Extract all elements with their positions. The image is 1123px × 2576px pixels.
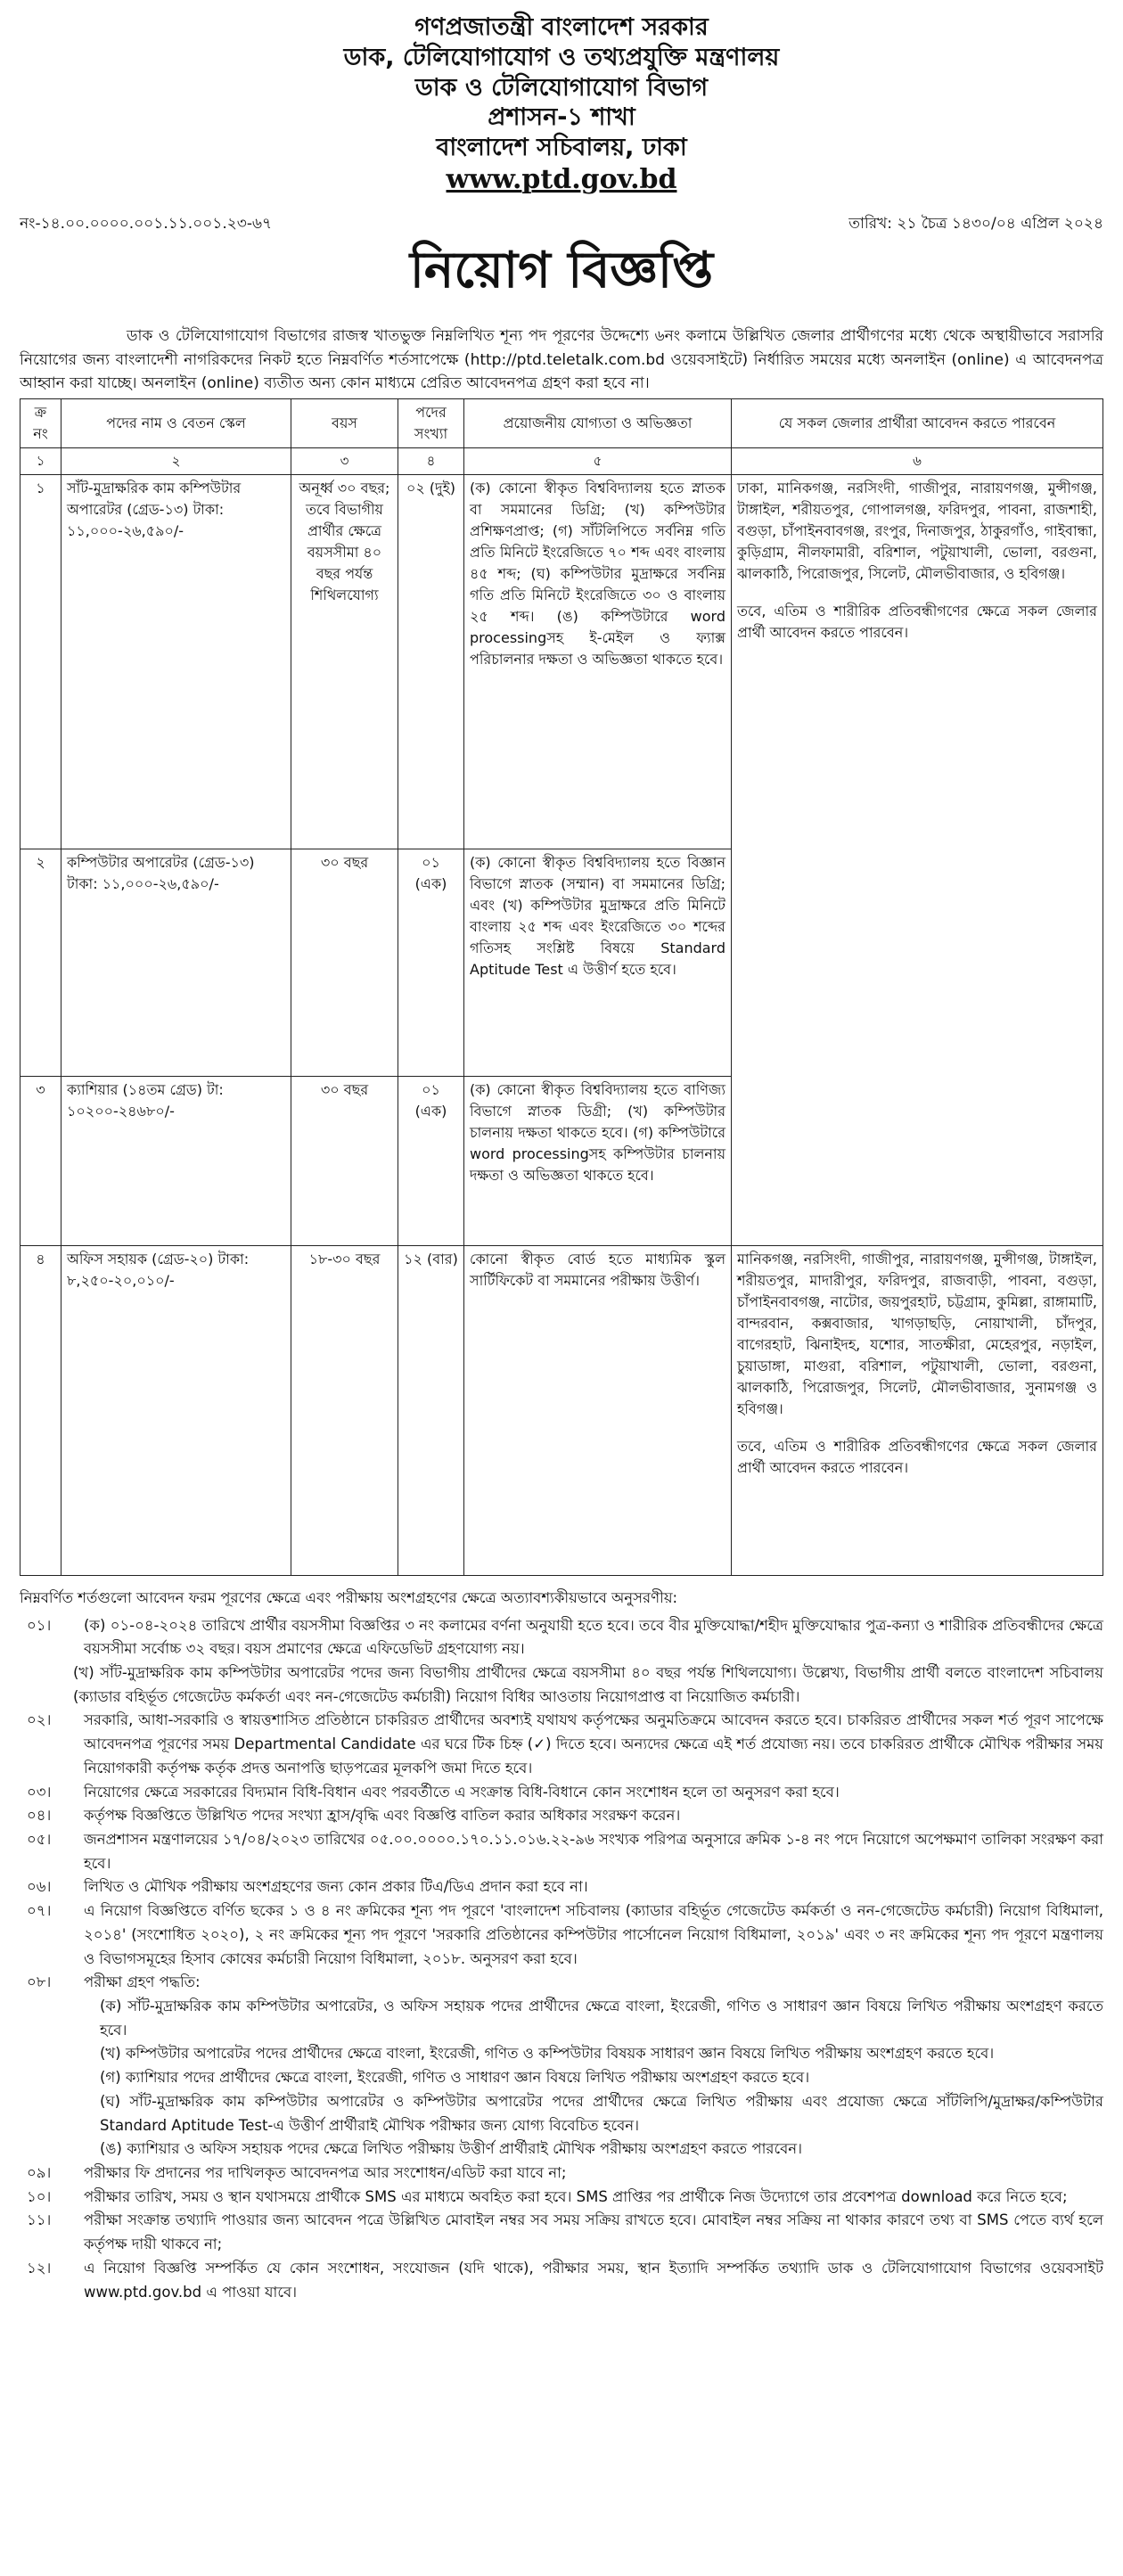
conditions-lead: নিম্নবর্ণিত শর্তগুলো আবেদন ফরম পূরণের ক্ষেত্রে এবং পরীক্ষায় অংশগ্রহণের ক্ষেত্রে অত্যাবশ্যকীয়ভাবে অনুসরণীয়: bbox=[20, 1588, 678, 1606]
office-address: বাংলাদেশ সচিবালয়, ঢাকা bbox=[436, 134, 687, 161]
table-row bbox=[20, 1245, 1103, 1575]
row-qualification: (ক) কোনো স্বীকৃত বিশ্ববিদ্যালয় হতে বিজ্ঞান বিভাগে স্নাতক (সম্মান) বা সমমানের ডিগ্রি; এবং (খ) কম্পিউটার মুদ্রাক্ষরে প্রতি মিনিটে বাংলায় ২৫ শব্দ এবং ইংরেজিতে ৩০ শব্দের গতিসহ সংশ্লিষ্ট বিষয়ে Standard Aptitude Test এ উত্তীর্ণ হতে হবে। bbox=[464, 849, 732, 1076]
row-qualification: (ক) কোনো স্বীকৃত বিশ্ববিদ্যালয় হতে স্নাতক বা সমমানের ডিগ্রি; (খ) কম্পিউটার প্রশিক্ষণপ্রাপ্ত; (গ) সাঁটলিপিতে সর্বনিম্ন গতি প্রতি মিনিটে ইংরেজিতে ৭০ শব্দ এবং বাংলায় ৪৫ শব্দ; (ঘ) কম্পিউটার মুদ্রাক্ষরে সর্বনিম্ন গতি প্রতি মিনিটে ইংরেজিতে ৩০ ও বাংলায় ২৫ শব্দ। (ঙ) কম্পিউটারে word processingসহ ই-মেইল ও ফ্যাক্স পরিচালনার দক্ষতা ও অভিজ্ঞতা থাকতে হবে। bbox=[464, 474, 732, 849]
condition-item bbox=[20, 1899, 1103, 1971]
col-number: ৪ bbox=[398, 448, 464, 475]
col-number: ৩ bbox=[291, 448, 398, 475]
condition-number: ০৩। bbox=[27, 1783, 52, 1801]
row-age: ৩০ বছর bbox=[291, 849, 398, 1076]
row-age: ৩০ বছর bbox=[291, 1076, 398, 1245]
condition-item bbox=[20, 1804, 1103, 1828]
condition-item bbox=[20, 2209, 1103, 2256]
row-post: কম্পিউটার অপারেটর (গ্রেড-১৩) টাকা: ১১,০০০-২৬,৫৯০/- bbox=[61, 849, 291, 1076]
column-number-row bbox=[20, 448, 1103, 475]
col-header-sl: ক্র নং bbox=[20, 399, 61, 448]
col-header-qualification: প্রয়োজনীয় যোগ্যতা ও অভিজ্ঞতা bbox=[464, 399, 732, 448]
col-number: ২ bbox=[61, 448, 291, 475]
condition-number: ০৮। bbox=[27, 1973, 52, 1991]
row-sl: ২ bbox=[20, 849, 61, 1076]
condition-number: ১১। bbox=[27, 2211, 52, 2229]
condition-text: সরকারি, আধা-সরকারি ও স্বায়ত্তশাসিত প্রতিষ্ঠানে চাকরিরত প্রার্থীদের অবশ্যই যথাযথ কর্তৃপক্ষের অনুমতিক্রমে আবেদন করতে হবে। চাকরিরত প্রার্থীদের সকল শর্ত পূরণ সাপেক্ষে আবেদনপত্র পূরণের সময় Departmental Candidate এর ঘরে টিক চিহ্ন (✓) দিতে হবে। অন্যদের ক্ষেত্রে এই শর্ত প্রযোজ্য নয়। তবে চাকরিরত প্রার্থীকে মৌখিক পরীক্ষার সময় নিয়োগকারী কর্তৃপক্ষ কর্তৃক প্রদত্ত অনাপত্তি ছাড়পত্রের মূলকপি জমা দিতে হবে। bbox=[84, 1711, 1103, 1776]
row-count: ১২ (বার) bbox=[398, 1245, 464, 1575]
table-row bbox=[20, 474, 1103, 849]
condition-subitem: (গ) ক্যাশিয়ার পদের প্রার্থীদের ক্ষেত্রে বাংলা, ইংরেজী, গণিত ও সাধারণ জ্ঞান বিষয়ে লিখিত পরীক্ষায় অংশগ্রহণ করতে হবে। bbox=[100, 2069, 810, 2087]
district-note: তবে, এতিম ও শারীরিক প্রতিবন্ধীগণের ক্ষেত্রে সকল জেলার প্রার্থী আবেদন করতে পারবেন। bbox=[737, 1437, 1097, 1476]
condition-number: ০৪। bbox=[27, 1807, 52, 1825]
condition-text: জনপ্রশাসন মন্ত্রণালয়ের ১৭/০৪/২০২৩ তারিখের ০৫.০০.০০০০.১৭০.১১.০১৬.২২-৯৬ সংখ্যক পরিপত্র অনুসারে ক্রমিক ১-৪ নং পদে নিয়োগে অপেক্ষমাণ তালিকা সংরক্ষণ করা হবে। bbox=[84, 1830, 1103, 1872]
condition-text: কর্তৃপক্ষ বিজ্ঞপ্তিতে উল্লিখিত পদের সংখ্যা হ্রাস/বৃদ্ধি এবং বিজ্ঞপ্তি বাতিল করার অধিকার সংরক্ষণ করেন। bbox=[84, 1807, 681, 1825]
row-count: ০১ (এক) bbox=[398, 849, 464, 1076]
row-qualification: (ক) কোনো স্বীকৃত বিশ্ববিদ্যালয় হতে বাণিজ্য বিভাগে স্নাতক ডিগ্রী; (খ) কম্পিউটার চালনায় দক্ষতা থাকতে হবে। (গ) কম্পিউটারে word processingসহ কম্পিউটার চালনায় দক্ষতা ও অভিজ্ঞতা থাকতে হবে। bbox=[464, 1076, 732, 1245]
condition-number: ০১। bbox=[27, 1616, 52, 1634]
condition-text: লিখিত ও মৌখিক পরীক্ষায় অংশগ্রহণের জন্য কোন প্রকার টিএ/ডিএ প্রদান করা হবে না। bbox=[84, 1878, 588, 1896]
website-link[interactable]: www.ptd.gov.bd bbox=[446, 163, 677, 195]
col-header-districts: যে সকল জেলার প্রার্থীরা আবেদন করতে পারবেন bbox=[732, 399, 1103, 448]
condition-item bbox=[20, 1709, 1103, 1780]
districts-cell-a bbox=[732, 474, 1103, 1245]
condition-text: নিয়োগের ক্ষেত্রে সরকারের বিদ্যমান বিধি-বিধান এবং পরবর্তীতে এ সংক্রান্ত বিধি-বিধানে কোন সংশোধন হলে তা অনুসরণ করা হবে। bbox=[84, 1783, 840, 1801]
vacancy-table bbox=[20, 398, 1103, 1576]
memo-number: নং-১৪.০০.০০০০.০০১.১১.০০১.২৩-৬৭ bbox=[20, 215, 273, 234]
col-number: ৬ bbox=[732, 448, 1103, 475]
page-title: নিয়োগ বিজ্ঞপ্তি bbox=[409, 241, 714, 300]
col-number: ৫ bbox=[464, 448, 732, 475]
condition-subitem: (ক) সাঁট-মুদ্রাক্ষরিক কাম কম্পিউটার অপারেটর, ও অফিস সহায়ক পদের প্রার্থীদের ক্ষেত্রে বাংলা, ইংরেজী, গণিত ও সাধারণ জ্ঞান বিষয়ে লিখিত পরীক্ষায় অংশগ্রহণ করতে হবে। bbox=[100, 1998, 1103, 2039]
division-name: ডাক ও টেলিযোগাযোগ বিভাগ bbox=[414, 73, 709, 102]
condition-text: পরীক্ষা গ্রহণ পদ্ধতি: bbox=[84, 1973, 201, 1991]
col-header-age: বয়স bbox=[291, 399, 398, 448]
condition-subitem: (খ) সাঁট-মুদ্রাক্ষরিক কাম কম্পিউটার অপারেটর পদের জন্য বিভাগীয় প্রার্থীদের ক্ষেত্রে বয়সসীমা ৪০ বছর পর্যন্ত শিথিলযোগ্য। উল্লেখ্য, বিভাগীয় প্রার্থী বলতে বাংলাদেশ সচিবালয় (ক্যাডার বহির্ভূত গেজেটেড কর্মকর্তা এবং নন-গেজেটেড কর্মচারী) নিয়োগ বিধির আওতায় নিয়োগপ্রাপ্ত বা নিয়োজিত কর্মচারী। bbox=[73, 1663, 1103, 1705]
condition-text: পরীক্ষার ফি প্রদানের পর দাখিলকৃত আবেদনপত্র আর সংশোধন/এডিট করা যাবে না; bbox=[84, 2164, 567, 2182]
row-post: সাঁট-মুদ্রাক্ষরিক কাম কম্পিউটার অপারেটর (গ্রেড-১৩) টাকা: ১১,০০০-২৬,৫৯০/- bbox=[61, 474, 291, 849]
condition-text: পরীক্ষা সংক্রান্ত তথ্যাদি পাওয়ার জন্য আবেদন পত্রে উল্লিখিত মোবাইল নম্বর সব সময় সক্রিয় রাখতে হবে। মোবাইল নম্বর সক্রিয় না থাকার কারণে তথ্য বা SMS পেতে ব্যর্থ হলে কর্তৃপক্ষ দায়ী থাকবে না; bbox=[84, 2211, 1103, 2253]
row-sl: ১ bbox=[20, 474, 61, 849]
district-list: মানিকগঞ্জ, নরসিংদী, গাজীপুর, নারায়ণগঞ্জ, মুন্সীগঞ্জ, টাঙ্গাইল, শরীয়তপুর, মাদারীপুর, ফরিদপুর, রাজবাড়ী, পাবনা, বগুড়া, চাঁপাইনবাবগঞ্জ, নাটোর, জয়পুরহাট, চট্টগ্রাম, কুমিল্লা, রাঙ্গামাটি, বান্দরবান, কক্সবাজার, খাগড়াছড়ি, নোয়াখালী, চাঁদপুর, বাগেরহাট, ঝিনাইদহ, যশোর, সাতক্ষীরা, মেহেরপুর, নড়াইল, চুয়াডাঙ্গা, মাগুরা, বরিশাল, পটুয়াখালী, ভোলা, বরগুনা, ঝালকাঠি, পিরোজপুর, সিলেট, মৌলভীবাজার, সুনামগঞ্জ ও হবিগঞ্জ। bbox=[737, 1250, 1097, 1417]
row-post: ক্যাশিয়ার (১৪তম গ্রেড) টা: ১০২০০-২৪৬৮০/- bbox=[61, 1076, 291, 1245]
row-count: ০২ (দুই) bbox=[398, 474, 464, 849]
condition-text: পরীক্ষার তারিখ, সময় ও স্থান যথাসময়ে প্রার্থীকে SMS এর মাধ্যমে অবহিত করা হবে। SMS প্রাপ্তির পর প্রার্থীকে নিজ উদ্যোগে তার প্রবেশপত্র download করে নিতে হবে; bbox=[84, 2187, 1068, 2205]
row-sl: ৪ bbox=[20, 1245, 61, 1575]
condition-number: ১০। bbox=[27, 2187, 52, 2205]
condition-subitem: (খ) কম্পিউটার অপারেটর পদের প্রার্থীদের ক্ষেত্রে বাংলা, ইংরেজী, গণিত ও কম্পিউটার বিষয়ক সাধারণ জ্ঞান বিষয়ে লিখিত পরীক্ষায় অংশগ্রহণ করতে হবে। bbox=[100, 2045, 995, 2063]
col-header-count: পদের সংখ্যা bbox=[398, 399, 464, 448]
row-age: ১৮-৩০ বছর bbox=[291, 1245, 398, 1575]
condition-item bbox=[20, 1828, 1103, 1875]
condition-number: ১২। bbox=[27, 2259, 52, 2277]
condition-number: ০৫। bbox=[27, 1830, 52, 1848]
col-header-post: পদের নাম ও বেতন স্কেল bbox=[61, 399, 291, 448]
condition-subitem: (ঙ) ক্যাশিয়ার ও অফিস সহায়ক পদের ক্ষেত্রে লিখিত পরীক্ষায় উত্তীর্ণ প্রার্থীরাই মৌখিক পরীক্ষায় অংশগ্রহণ করতে পারবেন। bbox=[100, 2140, 803, 2158]
condition-number: ০৬। bbox=[27, 1878, 52, 1896]
col-number: ১ bbox=[20, 448, 61, 475]
row-age: অনূর্ধ্ব ৩০ বছর; তবে বিভাগীয় প্রার্থীর ক্ষেত্রে বয়সসীমা ৪০ বছর পর্যন্ত শিথিলযোগ্য bbox=[291, 474, 398, 849]
condition-text: এ নিয়োগ বিজ্ঞপ্তি সম্পর্কিত যে কোন সংশোধন, সংযোজন (যদি থাকে), পরীক্ষার সময়, স্থান ইত্যাদি সম্পর্কিত তথ্যাদি ডাক ও টেলিযোগাযোগ বিভাগের ওয়েবসাইট www.ptd.gov.bd এ পাওয়া যাবে। bbox=[84, 2259, 1103, 2301]
table-header-row bbox=[20, 399, 1103, 448]
districts-cell-b bbox=[732, 1245, 1103, 1575]
condition-item bbox=[20, 1614, 1103, 1661]
condition-item bbox=[20, 1971, 1103, 1995]
intro-paragraph: ডাক ও টেলিযোগাযোগ বিভাগের রাজস্ব খাতভুক্ত নিম্নলিখিত শূন্য পদ পূরণের উদ্দেশ্যে ৬নং কলামে উল্লিখিত জেলার প্রার্থীগণের মধ্যে থেকে অস্থায়ীভাবে সরাসরি নিয়োগের জন্য বাংলাদেশী নাগরিকদের নিকট হতে নিম্নবর্ণিত শর্তসাপেক্ষে (http://ptd.teletalk.com.bd ওয়েবসাইটে) নির্ধারিত সময়ের মধ্যে অনলাইন (online) এ আবেদনপত্র আহ্বান করা যাচ্ছে। অনলাইন (online) ব্যতীত অন্য কোন মাধ্যমে প্রেরিত আবেদনপত্র গ্রহণ করা হবে না। bbox=[20, 327, 1103, 392]
condition-number: ০৯। bbox=[27, 2164, 52, 2182]
row-sl: ৩ bbox=[20, 1076, 61, 1245]
ministry-name: ডাক, টেলিযোগাযোগ ও তথ্যপ্রযুক্তি মন্ত্রণালয় bbox=[343, 43, 780, 71]
branch-name: প্রশাসন-১ শাখা bbox=[488, 103, 635, 132]
condition-item bbox=[20, 1781, 1103, 1805]
condition-item bbox=[20, 2162, 1103, 2186]
notice-date: তারিখ: ২১ চৈত্র ১৪৩০/০৪ এপ্রিল ২০২৪ bbox=[848, 215, 1103, 234]
condition-subitem: (ঘ) সাঁট-মুদ্রাক্ষরিক কাম কম্পিউটার অপারেটর ও কম্পিউটার অপারেটর পদের প্রার্থীদের ক্ষেত্রে লিখিত পরীক্ষায় এবং প্রযোজ্য ক্ষেত্রে সাঁটলিপি/মুদ্রাক্ষর/কম্পিউটার Standard Aptitude Test-এ উত্তীর্ণ প্রার্থীরাই মৌখিক পরীক্ষার জন্য যোগ্য বিবেচিত হবেন। bbox=[100, 2092, 1103, 2134]
condition-item bbox=[20, 1875, 1103, 1899]
row-qualification: কোনো স্বীকৃত বোর্ড হতে মাধ্যমিক স্কুল সার্টিফিকেট বা সমমানের পরীক্ষায় উত্তীর্ণ। bbox=[464, 1245, 732, 1575]
conditions-section bbox=[20, 1587, 1103, 2305]
condition-item bbox=[20, 2257, 1103, 2304]
condition-number: ০২। bbox=[27, 1711, 52, 1729]
row-post: অফিস সহায়ক (গ্রেড-২০) টাকা: ৮,২৫০-২০,০১০/- bbox=[61, 1245, 291, 1575]
condition-text: এ নিয়োগ বিজ্ঞপ্তিতে বর্ণিত ছকের ১ ও ৪ নং ক্রমিকের শূন্য পদ পূরণে 'বাংলাদেশ সচিবালয় (ক্যাডার বহির্ভূত গেজেটেড কর্মকর্তা ও নন-গেজেটেড কর্মচারী) নিয়োগ বিধিমালা, ২০১৪' (সংশোধিত ২০২০), ২ নং ক্রমিকের শূন্য পদ পূরণে 'সরকারি প্রতিষ্ঠানের কম্পিউটার পার্সোনেল নিয়োগ বিধিমালা, ২০১৯' এবং ৩ নং ক্রমিকের শূন্য পদ পূরণে মন্ত্রণালয় ও বিভাগসমূহের হিসাব কোষের কর্মচারী নিয়োগ বিধিমালা, ২০১৮. অনুসরণ করা হবে। bbox=[84, 1902, 1103, 1967]
row-count: ০১ (এক) bbox=[398, 1076, 464, 1245]
condition-number: ০৭। bbox=[27, 1902, 52, 1920]
letterhead bbox=[20, 12, 1103, 196]
condition-item bbox=[20, 2186, 1103, 2210]
govt-name: গণপ্রজাতন্ত্রী বাংলাদেশ সরকার bbox=[414, 13, 709, 41]
condition-text: (ক) ০১-০৪-২০২৪ তারিখে প্রার্থীর বয়সসীমা বিজ্ঞপ্তির ৩ নং কলামের বর্ণনা অনুযায়ী হতে হবে। তবে বীর মুক্তিযোদ্ধা/শহীদ মুক্তিযোদ্ধার পুত্র-কন্যা ও শারীরিক প্রতিবন্ধীদের ক্ষেত্রে বয়সসীমা সর্বোচ্চ ৩২ বছর। বয়স প্রমাণের ক্ষেত্রে এফিডেভিট গ্রহণযোগ্য নয়। bbox=[84, 1616, 1103, 1658]
district-list: ঢাকা, মানিকগঞ্জ, নরসিংদী, গাজীপুর, নারায়ণগঞ্জ, মুন্সীগঞ্জ, টাঙ্গাইল, শরীয়তপুর, গোপালগঞ্জ, ফরিদপুর, পাবনা, রাজশাহী, বগুড়া, চাঁপাইনবাবগঞ্জ, রংপুর, দিনাজপুর, ঠাকুরগাঁও, গাইবান্ধা, কুড়িগ্রাম, নীলফামারী, বরিশাল, পটুয়াখালী, ভোলা, বরগুনা, ঝালকাঠি, পিরোজপুর, সিলেট, মৌলভীবাজার, ও হবিগঞ্জ। bbox=[737, 479, 1097, 582]
district-note: তবে, এতিম ও শারীরিক প্রতিবন্ধীগণের ক্ষেত্রে সকল জেলার প্রার্থী আবেদন করতে পারবেন। bbox=[737, 602, 1097, 641]
